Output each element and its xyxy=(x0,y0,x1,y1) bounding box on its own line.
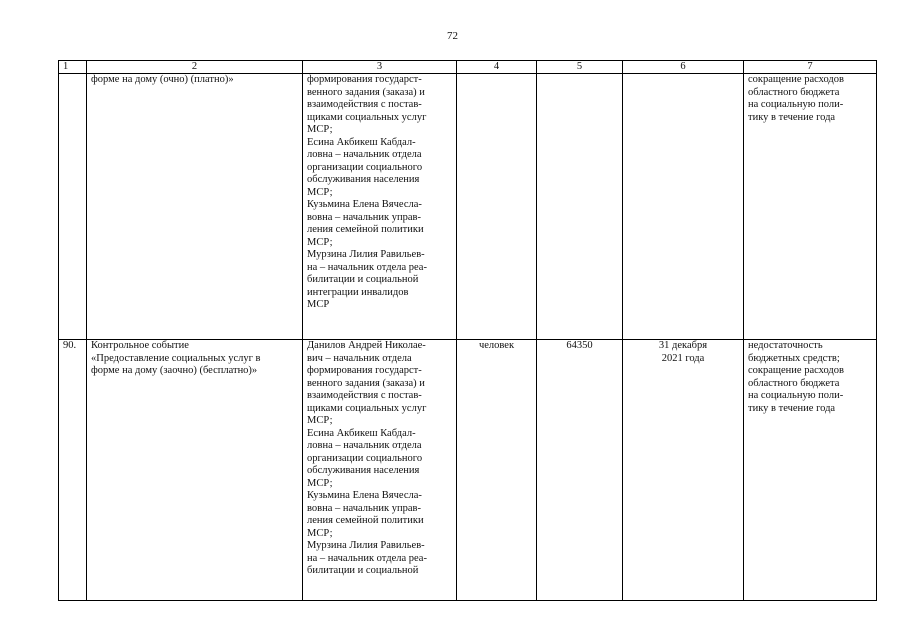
responsible-line: формирования государст- xyxy=(307,365,422,376)
responsible-line: билитации и социальной xyxy=(307,565,419,576)
risk-line: недостаточность xyxy=(748,340,823,351)
responsible-line: МСР xyxy=(307,299,330,310)
responsible-line: вовна – начальник управ- xyxy=(307,502,421,514)
responsible-line: формирования государст- xyxy=(307,74,422,85)
column-header: 5 xyxy=(537,61,623,74)
event-cell xyxy=(87,340,303,601)
responsible-line: венного задания (заказа) и xyxy=(307,86,425,98)
row-number xyxy=(59,74,87,340)
column-header: 1 xyxy=(59,61,87,74)
date-cell xyxy=(623,74,744,340)
risk-line: сокращение расходов xyxy=(748,74,844,85)
unit-cell xyxy=(457,74,537,340)
responsible-line: щиками социальных услуг xyxy=(307,111,427,123)
column-header: 4 xyxy=(457,61,537,74)
responsible-line: Кузьмина Елена Вячесла- xyxy=(307,199,422,210)
page-number: 72 xyxy=(447,30,458,42)
responsible-line: интеграции инвалидов xyxy=(307,286,409,298)
responsible-line: вовна – начальник управ- xyxy=(307,211,421,223)
responsible-line: Есина Акбикеш Кабдал- xyxy=(307,427,416,439)
responsible-cell xyxy=(303,74,457,340)
responsible-cell xyxy=(303,340,457,601)
responsible-line: МСР; xyxy=(307,477,333,489)
risks-cell xyxy=(744,74,877,340)
responsible-line: взаимодействия с постав- xyxy=(307,390,422,401)
column-header: 6 xyxy=(623,61,744,74)
responsible-line: Мурзина Лилия Равильев- xyxy=(307,540,425,551)
value-cell xyxy=(537,74,623,340)
event-line: «Предоставление социальных услуг в xyxy=(91,352,261,364)
table-row xyxy=(59,74,877,340)
responsible-line: Есина Акбикеш Кабдал- xyxy=(307,136,416,148)
event-line: форме на дому (очно) (платно)» xyxy=(91,74,234,85)
responsible-line: вич – начальник отдела xyxy=(307,352,412,364)
column-header: 7 xyxy=(744,61,877,74)
responsible-line: на – начальник отдела реа- xyxy=(307,261,427,273)
column-number-row xyxy=(59,61,877,74)
column-header: 2 xyxy=(87,61,303,74)
responsible-line: ления семейной политики xyxy=(307,224,424,235)
risk-line: сокращение расходов xyxy=(748,365,844,376)
risk-line: на социальную поли- xyxy=(748,390,844,401)
responsible-line: МСР; xyxy=(307,124,333,135)
risk-line: областного бюджета xyxy=(748,86,840,98)
responsible-line: на – начальник отдела реа- xyxy=(307,552,427,564)
risk-line: на социальную поли- xyxy=(748,99,844,110)
row-number: 90. xyxy=(59,340,87,601)
unit-cell: человек xyxy=(457,340,537,601)
responsible-line: организации социального xyxy=(307,161,423,173)
responsible-line: МСР; xyxy=(307,236,333,248)
risk-line: бюджетных средств; xyxy=(748,352,840,364)
responsible-line: обслуживания населения xyxy=(307,174,420,185)
event-line: Контрольное событие xyxy=(91,340,189,351)
risks-cell xyxy=(744,340,877,601)
responsible-line: организации социального xyxy=(307,452,423,464)
responsible-line: ления семейной политики xyxy=(307,515,424,526)
event-line: форме на дому (заочно) (бесплатно)» xyxy=(91,365,258,376)
column-header: 3 xyxy=(303,61,457,74)
responsible-line: взаимодействия с постав- xyxy=(307,99,422,110)
value-cell: 64350 xyxy=(537,340,623,601)
responsible-line: МСР; xyxy=(307,527,333,539)
responsible-line: МСР; xyxy=(307,186,333,198)
responsible-line: Мурзина Лилия Равильев- xyxy=(307,249,425,260)
responsible-line: Данилов Андрей Николае- xyxy=(307,340,426,351)
responsible-line: билитации и социальной xyxy=(307,274,419,285)
date-cell xyxy=(623,340,744,601)
responsible-line: МСР; xyxy=(307,415,333,426)
plan-table xyxy=(58,60,877,601)
risk-line: тику в течение года xyxy=(748,111,836,123)
responsible-line: щиками социальных услуг xyxy=(307,402,427,414)
responsible-line: обслуживания населения xyxy=(307,465,420,476)
responsible-line: Кузьмина Елена Вячесла- xyxy=(307,490,422,501)
event-cell xyxy=(87,74,303,340)
responsible-line: ловна – начальник отдела xyxy=(307,440,422,451)
table-row xyxy=(59,340,877,601)
responsible-line: венного задания (заказа) и xyxy=(307,377,425,389)
date-line: 2021 года xyxy=(661,352,705,364)
date-line: 31 декабря xyxy=(658,340,708,351)
responsible-line: ловна – начальник отдела xyxy=(307,149,422,160)
risk-line: областного бюджета xyxy=(748,377,840,389)
risk-line: тику в течение года xyxy=(748,402,836,414)
